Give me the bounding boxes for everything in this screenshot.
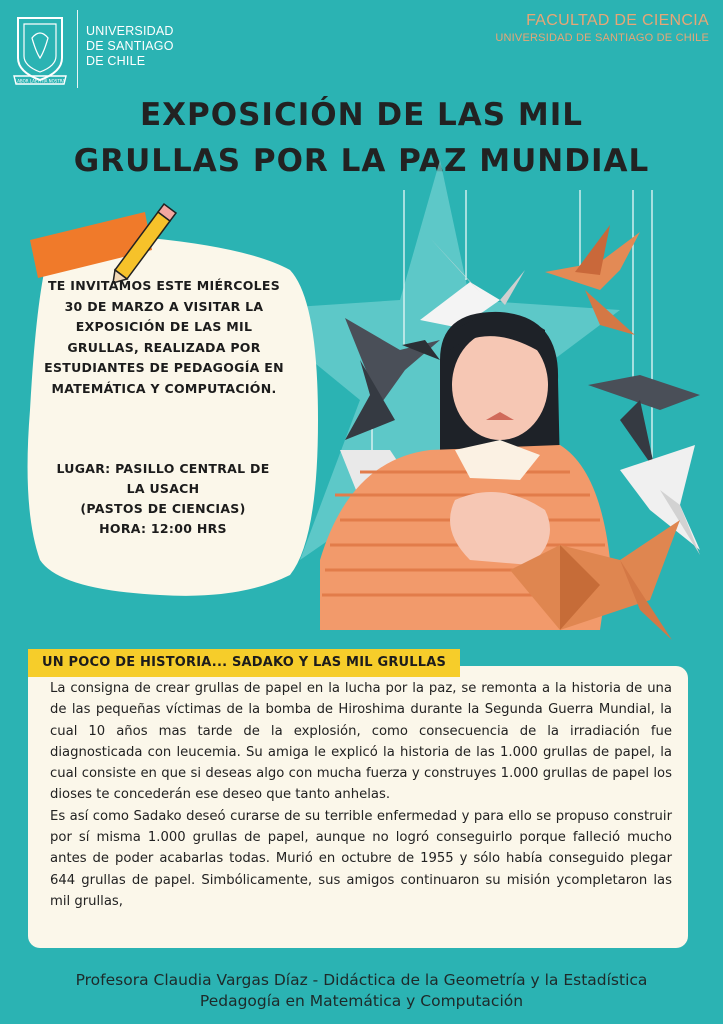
footer-line-2: Pedagogía en Matemática y Computación [199,992,524,1010]
history-paragraph-1: La consigna de crear grullas de papel en la lucha por la paz, se remonta a la historia de una de las pequeñas víctimas de la bomba de Hiroshima durante la Segunda Guerra Mundial, la cual 10 años mas tarde de la explosión, como consecuencia de la irradiación fue diagnosticada con leucemia. Su amiga le explicó la historia de las 1.000 grullas de papel, la cual consiste en que si deseas algo con mucha fuerza y construyes 1.000 grullas de papel los dioses te concederán ese deseo que tanto anhelas. [50,681,672,803]
footer-credits [0,970,723,1012]
university-line-3: DE CHILE [86,54,146,68]
event-time: HORA: 12:00 HRS [99,521,227,536]
history-heading: UN POCO DE HISTORIA... SADAKO Y LAS MIL GRULLAS [28,649,460,677]
history-text [50,678,672,912]
university-line-2: DE SANTIAGO [86,39,174,53]
footer-line-1: Profesora Claudia Vargas Díaz - Didáctica de la Geometría y la Estadística [75,971,648,989]
history-paragraph-2: Es así como Sadako deseó curarse de su terrible enfermedad y para ello se propuso construir por sí misma 1.000 grullas de papel, aunque no logró conseguirlo porque falleció mucho antes de poder acabarlas todas. Murió en octubre de 1955 y sólo había conseguido plegar 644 grullas de papel. Simbólicamente, sus amigos continuaron su misión ycompletaron las mil grullas, [50,808,672,909]
university-line-1: UNIVERSIDAD [86,24,174,38]
title-line-1: EXPOSICIÓN DE LAS MIL [139,97,584,133]
place-line-2: LA USACH [126,481,200,496]
invitation-text [44,276,284,399]
faculty-name: FACULTAD DE CIENCIA [526,12,709,29]
title-line-2: GRULLAS POR LA PAZ MUNDIAL [73,143,650,179]
invitation-body: TE INVITAMOS ESTE MIÉRCOLES 30 DE MARZO A VISITAR LA EXPOSICIÓN DE LAS MIL GRULLAS, REALIZADA POR ESTUDIANTES DE PEDAGOGÍA EN MATEMÁTICA Y COMPUTACIÓN. [44,278,284,396]
faculty-university: UNIVERSIDAD DE SANTIAGO DE CHILE [495,32,709,44]
place-line-3: (PASTOS DE CIENCIAS) [80,501,246,516]
event-details [40,459,286,539]
place-line-1: LUGAR: PASILLO CENTRAL DE [56,461,270,476]
logo-motto: LABOR LAETITIA NOSTRA [14,78,66,84]
